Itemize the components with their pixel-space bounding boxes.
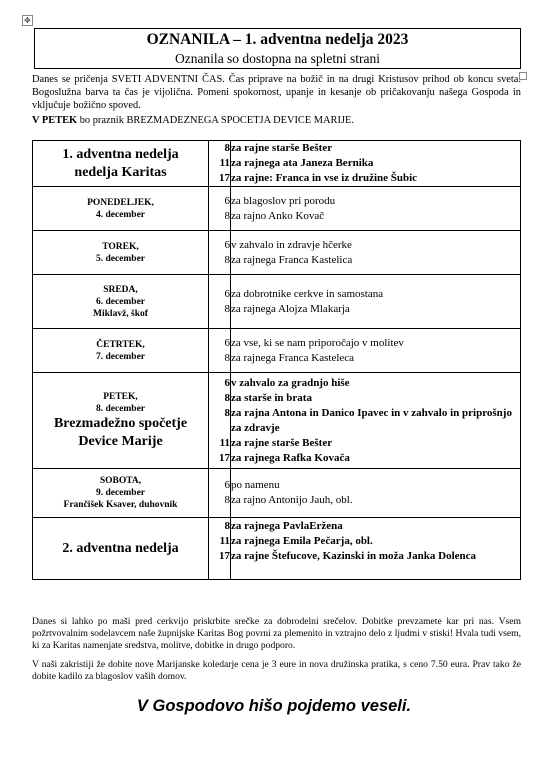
mass-intentions [231,231,521,275]
mass-intention: za rajnega Alojza Mlakarja [231,302,350,315]
mass-intention: v zahvalo in zdravje hčerke [231,238,352,251]
day-name: 1. adventna nedelja nedelja Karitas [62,146,179,180]
intro-feast-text: bo praznik BREZMADEZNEGA SPOCETJA DEVICE MARIJE. [77,114,354,126]
mass-time: 8 [224,209,230,222]
mass-intentions [231,518,521,580]
mass-intentions [231,469,521,518]
title-box [34,28,521,69]
mass-intention: za rajnega Rafka Kovača [231,451,350,464]
mass-intention: za blagoslov pri porodu [231,194,336,207]
feast-name: Brezmadežno spočetje Device Marije [53,415,188,449]
mass-intention: za rajnega Franca Kasteleca [231,351,355,364]
day-name: 2. adventna nedelja [62,540,179,556]
day-date: 5. december [95,253,146,264]
schedule-row [33,469,521,518]
schedule-day [33,231,209,275]
mass-intentions [231,373,521,469]
mass-times [209,518,231,580]
intro-paragraph: Danes se pričenja SVETI ADVENTNI ČAS. Čas priprave na božič in na drugi Kristusov prihod ob koncu sveta. Bogoslužna barva ta čas je vijolična. Pomeni spokornost, upanje in kesanje ob pričakovanju našega Gospoda in vključuje božično spoved. [32,74,521,111]
day-date: 9. december [95,488,146,498]
mass-time: 17 [219,451,230,464]
day-date: 8. december [95,403,146,414]
schedule-day [33,329,209,373]
mass-intention: za rajno Antonijo Jauh, obl. [231,494,353,506]
mass-time: 8 [224,391,230,404]
footer-paragraph-karitas: Danes si lahko po maši pred cerkvijo priskrbite srečke za dobrodelni srečelov. Dobitke prevzamete kar pri nas. Vsem požrtvovalnim sodelavcem naše župnijske Karitas Bog povrni za plemenito in vztrajno delo z ljudmi v stiski! Hvala tudi vsem, ki za Karitas namenjate sredstva, molitve, dobitke in drugo podporo. [32,616,521,652]
mass-intention: za rajnega Franca Kastelica [231,253,353,266]
mass-intentions [231,141,521,187]
mass-time: 8 [224,253,230,266]
schedule-day [33,187,209,231]
schedule-day [33,275,209,329]
mass-time: 8 [224,406,230,419]
mass-times [209,373,231,469]
mass-time: 6 [224,287,230,300]
day-saint: Miklavž, škof [93,308,148,319]
mass-time: 11 [219,436,230,449]
schedule-row [33,141,521,187]
schedule-row [33,187,521,231]
mass-times [209,329,231,373]
mass-time: 17 [219,172,230,184]
mass-times [209,141,231,187]
mass-intention: za rajne: Franca in vse iz družine Šubic [231,172,418,184]
page-subtitle: Oznanila so dostopna na spletni strani [174,51,381,66]
mass-times [209,187,231,231]
mass-time: 11 [219,534,230,547]
intro-text [32,74,521,128]
footer-text [32,616,521,683]
mass-time: 17 [219,549,230,562]
schedule-day [33,141,209,187]
mass-intention: za rajne starše Bešter [231,142,333,154]
schedule-row [33,518,521,580]
day-date: 4. december [95,209,146,220]
closing-motto: V Gospodovo hišo pojdemo veseli. [136,697,412,715]
mass-times [209,275,231,329]
mass-time: 6 [224,194,230,207]
footer-paragraph-calendars: V naši zakristiji že dobite nove Marijanske koledarje cena je 3 eure in nova družinska pratika, s ceno 7.50 eura. Prav tako že dobite kadilo za blagoslov vaših domov. [32,658,521,682]
mass-intention: za starše in brata [231,391,312,404]
schedule-day [33,373,209,469]
mass-intentions [231,329,521,373]
mass-times [209,231,231,275]
mass-intentions [231,275,521,329]
day-name: PONEDELJEK, [87,197,154,208]
page-title: OZNANILA – 1. adventna nedelja 2023 [146,31,409,48]
intro-feast-note [32,115,521,128]
schedule-day [33,518,209,580]
mass-intention: po namenu [231,479,280,491]
mass-intention: za rajnega PavlaEržena [231,519,343,532]
schedule-day [33,469,209,518]
day-name: ČETRTEK, [96,339,145,350]
mass-time: 8 [224,142,230,154]
mass-intention: za rajnega Emila Pečarja, obl. [231,534,373,547]
day-date: 7. december [95,351,146,362]
mass-intention: za vse, ki se nam priporočajo v molitev [231,336,404,349]
mass-time: 6 [224,238,230,251]
mass-time: 6 [224,479,230,491]
table-move-handle-icon[interactable]: ✥ [22,15,33,26]
day-name: SREDA, [103,284,138,295]
mass-schedule-table [32,140,521,580]
day-name: PETEK, [103,391,138,402]
mass-time: 8 [224,519,230,532]
mass-time: 6 [224,376,230,389]
mass-intention: za rajna Antona in Danico Ipavec in v zahvalo in priprošnjo za zdravje [231,406,512,434]
mass-time: 8 [224,302,230,315]
mass-intention: v zahvalo za gradnjo hiše [231,376,350,389]
mass-time: 8 [224,351,230,364]
mass-intention: za rajnega ata Janeza Bernika [231,157,374,169]
mass-intentions [231,187,521,231]
day-date: 6. december [95,296,146,307]
mass-time: 6 [224,336,230,349]
schedule-row [33,275,521,329]
schedule-row [33,329,521,373]
mass-time: 8 [224,494,230,506]
day-saint: Frančišek Ksaver, duhovnik [63,500,178,510]
schedule-row [33,373,521,469]
schedule-row [33,231,521,275]
mass-intention: za rajne starše Bešter [231,436,333,449]
mass-times [209,469,231,518]
mass-intention: za dobrotnike cerkve in samostana [231,287,384,300]
day-name: SOBOTA, [99,476,142,486]
mass-intention: za rajne Štefucove, Kazinski in moža Janka Dolenca [231,549,477,562]
mass-time: 11 [219,157,230,169]
day-name: TOREK, [102,241,139,252]
mass-intention: za rajno Anko Kovač [231,209,325,222]
intro-feast-day: V PETEK [32,114,78,126]
